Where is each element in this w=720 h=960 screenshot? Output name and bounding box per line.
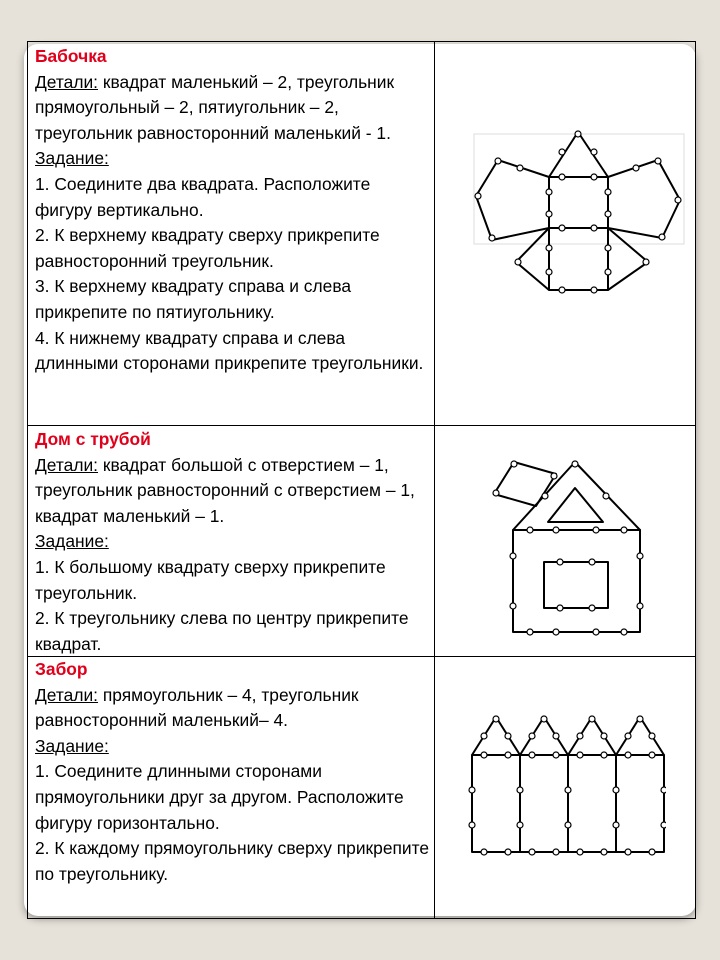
row-title: Забор (35, 659, 88, 679)
task-label: Задание: (35, 735, 109, 756)
task-step: 3. К верхнему квадрату справа и слева прикрепите по пятиугольнику. (35, 276, 352, 322)
fence-figure-icon (466, 710, 666, 860)
connector-dots (475, 131, 681, 293)
task-step: 1. К большому квадрату сверху прикрепите треугольник. (35, 556, 386, 603)
details-text: квадрат маленький – 2, треугольник прямоугольный – 2, пятиугольник – 2, треугольник равносторонний маленький - 1. (35, 71, 395, 143)
details-label: Детали: (35, 454, 99, 475)
task-step: 2. К треугольнику слева по центру прикрепите квадрат. (35, 608, 409, 654)
task-step: 2. К верхнему квадрату сверху прикрепите равносторонний треугольник. (35, 225, 380, 271)
details-paragraph (35, 70, 431, 147)
row-fence-text (35, 657, 431, 887)
task-step: 1. Соедините два квадрата. Расположите фигуру вертикально. (35, 173, 371, 220)
details-paragraph (35, 453, 431, 530)
task-step: 1. Соедините длинными сторонами прямоугольники друг за другом. Расположите фигуру горизонтально. (35, 761, 404, 833)
table-border-right (695, 41, 696, 919)
table-row-divider-1 (27, 425, 696, 426)
task-label: Задание: (35, 531, 109, 552)
task-step: 2. К каждому прямоугольнику сверху прикрепите по треугольнику. (35, 838, 430, 884)
details-paragraph (35, 683, 431, 734)
details-label: Детали: (35, 71, 99, 92)
row-title: Дом с трубой (35, 429, 151, 449)
task-label: Задание: (35, 148, 109, 169)
task-step: 4. К нижнему квадрату справа и слева длинными сторонами прикрепите треугольники. (35, 327, 424, 374)
table-border-left (27, 41, 28, 919)
house-with-chimney-figure-icon (488, 455, 648, 640)
table-border-bottom (27, 918, 696, 919)
details-text: квадрат большой с отверстием – 1, треугольник равносторонний с отверстием – 1, квадрат маленький – 1. (35, 454, 415, 526)
row-title: Бабочка (35, 46, 107, 66)
table-border-top (27, 41, 696, 42)
table-column-divider (434, 41, 435, 919)
details-label: Детали: (35, 684, 99, 705)
butterfly-figure-icon (466, 126, 688, 300)
details-text: прямоугольник – 4, треугольник равносторонний маленький– 4. (35, 684, 359, 731)
row-house-text (35, 427, 431, 657)
row-butterfly-text (35, 44, 431, 377)
